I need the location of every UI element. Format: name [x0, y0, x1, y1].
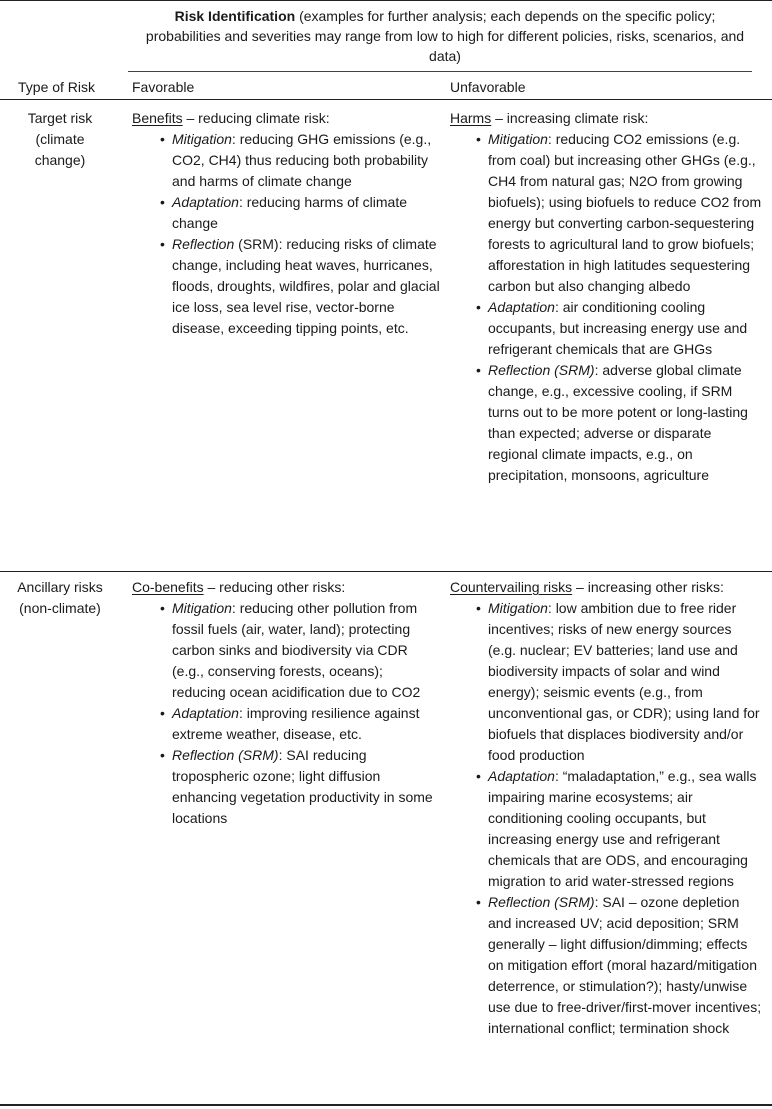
- heading-term: Countervailing risks: [450, 579, 573, 595]
- bullet-list: [158, 598, 440, 829]
- cell-target-favorable: [132, 108, 440, 339]
- list-item: • Reflection (SRM): adverse global climate change, e.g., excessive cooling, if SRM turns out to be more potent or long-lasting than expected; adverse or disparate regional climate impacts, e.g., on precipitation, monsoons, agriculture: [474, 360, 762, 486]
- caption-description: (examples for further analysis; each depends on the specific policy; probabilities and severities may range from low to high for different policies, risks, scenarios, and data): [145, 8, 745, 64]
- list-item: • Reflection (SRM): SAI – ozone depletion and increased UV; acid deposition; SRM generally – light diffusion/dimming; effects on mitigation effort (moral hazard/mitigation deterrence, or stimulation?); hasty/unwise use due to free-driver/first-mover incentives; international conflict; termination shock: [474, 892, 762, 1039]
- cell-heading: Benefits – reducing climate risk:: [132, 110, 330, 126]
- bullet-list: [158, 129, 440, 339]
- list-item: • Mitigation: reducing other pollution from fossil fuels (air, water, land); protecting carbon sinks and biodiversity via CDR (e.g., conserving forests, oceans); reducing ocean acidification due to CO2: [158, 598, 440, 703]
- list-item: • Adaptation: “maladaptation,” e.g., sea walls impairing marine ecosystems; air conditioning cooling occupants, but increasing energy use and refrigerant chemicals that are ODS, and encouraging migration to arid water-stressed regions: [474, 766, 762, 892]
- cell-heading: Co-benefits – reducing other risks:: [132, 579, 346, 595]
- column-header-favorable: Favorable: [132, 79, 195, 95]
- row-type-ancillary-risks: Ancillary risks (non-climate): [17, 579, 103, 616]
- header-separator-rule: [128, 71, 752, 72]
- row-separator-rule: [0, 571, 772, 572]
- table-bottom-rule: [0, 1104, 772, 1106]
- cell-target-unfavorable: [450, 108, 762, 486]
- cell-ancillary-favorable: [132, 577, 440, 829]
- list-item: • Mitigation: reducing CO2 emissions (e.g. from coal) but increasing other GHGs (e.g., CH4 from natural gas; N2O from growing biofuels); using biofuels to reduce CO2 from energy but converting carbon-sequestering forests to agricultural land to grow biofuels; afforestation in high latitudes sequestering carbon but also changing albedo: [474, 129, 762, 297]
- table-top-rule: [0, 0, 772, 1]
- list-item: • Adaptation: reducing harms of climate change: [158, 192, 440, 234]
- table-caption: [140, 6, 750, 66]
- list-item: • Reflection (SRM): SAI reducing tropospheric ozone; light diffusion enhancing vegetation productivity in some locations: [158, 745, 440, 829]
- header-bottom-rule: [0, 99, 772, 100]
- caption-title: Risk Identification: [174, 8, 296, 24]
- row-type-target-risk: Target risk (climate change): [27, 110, 93, 168]
- bullet-list: [474, 129, 762, 486]
- cell-heading: Countervailing risks – increasing other risks:: [450, 579, 724, 595]
- list-item: • Adaptation: improving resilience against extreme weather, disease, etc.: [158, 703, 440, 745]
- column-header-type: Type of Risk: [18, 79, 96, 95]
- heading-term: Benefits: [132, 110, 183, 126]
- heading-term: Co-benefits: [132, 579, 204, 595]
- list-item: • Mitigation: low ambition due to free rider incentives; risks of new energy sources (e.g. nuclear; EV batteries; land use and biodiversity impacts of solar and wind energy); seismic events (e.g., from unconventional gas, or CDR); using land for biofuels that displaces biodiversity and/or food production: [474, 598, 762, 766]
- list-item: • Reflection (SRM): reducing risks of climate change, including heat waves, hurricanes, floods, droughts, wildfires, polar and glacial ice loss, sea level rise, vector-borne disease, exceeding tipping points, etc.: [158, 234, 440, 339]
- cell-heading: Harms – increasing climate risk:: [450, 110, 649, 126]
- list-item: • Adaptation: air conditioning cooling occupants, but increasing energy use and refrigerant chemicals that are GHGs: [474, 297, 762, 360]
- list-item: • Mitigation: reducing GHG emissions (e.g., CO2, CH4) thus reducing both probability and harms of climate change: [158, 129, 440, 192]
- bullet-list: [474, 598, 762, 1039]
- cell-ancillary-unfavorable: [450, 577, 762, 1039]
- column-header-unfavorable: Unfavorable: [450, 79, 526, 95]
- heading-term: Harms: [450, 110, 492, 126]
